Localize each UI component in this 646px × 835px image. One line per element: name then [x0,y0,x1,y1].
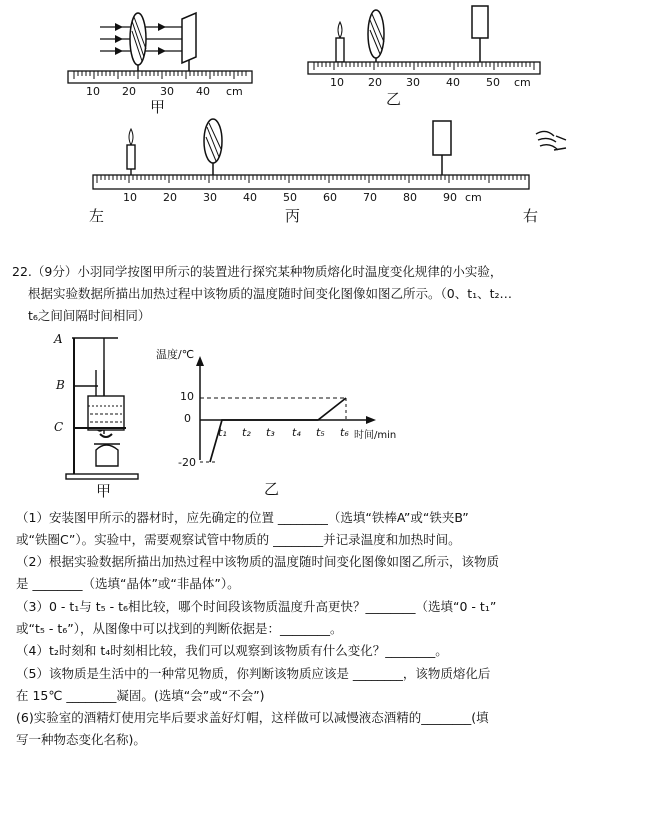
graph-xtick-t4: t₄ [292,426,301,439]
bing-tick-70: 70 [363,191,377,204]
bing-tick-80: 80 [403,191,417,204]
jia-tick-40: 40 [196,85,210,98]
bing-tick-60: 60 [323,191,337,204]
sub5-line2: 在 15℃ ________凝固。(选填“会”或“不会”) [16,688,265,703]
q22-stem-line2: 根据实验数据所描出加热过程中该物质的温度随时间变化图像如图乙所示。（0、t₁、t₂… [28,286,513,301]
jia-tick-20: 20 [122,85,136,98]
figure-jia [60,5,260,115]
sub4: （4）t₂时刻和 t₄时刻相比较，我们可以观察到该物质有什么变化？________。 [16,643,448,658]
bing-tick-20: 20 [163,191,177,204]
figure-bing-right-label: 右 [523,207,539,225]
sub1-line2: 或“铁圈C”）。实验中，需要观察试管中物质的 ________并记录温度和加热时间。 [16,532,461,547]
jia-tick-10: 10 [86,85,100,98]
bing-tick-10: 10 [123,191,137,204]
bing-tick-90: 90 [443,191,457,204]
graph-xtick-t3: t₃ [266,426,275,439]
graph-xlabel: 时间/min [354,430,397,441]
bing-tick-30: 30 [203,191,217,204]
label-B: B [56,378,65,392]
figure-bing-drawing [85,115,565,225]
jia-tick-30: 30 [160,85,174,98]
graph-caption: 乙 [264,480,280,498]
apparatus-drawing [48,330,158,502]
sub6-line1: (6)实验室的酒精灯使用完毕后要求盖好灯帽，这样做可以减慢液态酒精的________(填 [16,710,489,725]
graph-xtick-t2: t₂ [242,426,251,439]
sub3-line1: （3）0 - t₁与 t₅ - t₆相比较，哪个时间段该物质温度升高更快？________（选填“0 - t₁” [16,599,497,614]
yi-tick-10: 10 [330,76,344,89]
graph-xtick-t1: t₁ [218,426,227,439]
label-C: C [54,420,64,434]
figure-yi-drawing [300,0,550,115]
bing-tick-40: 40 [243,191,257,204]
q22-stem-line3: t₆之间间隔时间相同） [28,308,151,323]
yi-tick-20: 20 [368,76,382,89]
sub2-line1: （2）根据实验数据所描出加热过程中该物质的温度随时间变化图像如图乙所示，该物质 [16,554,499,569]
bing-tick-50: 50 [283,191,297,204]
yi-tick-30: 30 [406,76,420,89]
figure-jia-caption: 甲 [150,98,166,116]
figure-yi [300,0,550,115]
sub2-line2: 是 ________（选填“晶体”或“非晶体”）。 [16,576,240,591]
figure-bing-left-label: 左 [89,207,105,225]
yi-tick-unit: cm [514,76,531,89]
apparatus-jia [48,330,158,502]
graph-ytick-neg20: -20 [178,456,196,469]
q22-stem-line1: 22.（9分）小羽同学按图甲所示的装置进行探究某种物质熔化时温度变化规律的小实验， [12,264,503,279]
graph-ylabel: 温度/℃ [156,348,195,361]
yi-tick-50: 50 [486,76,500,89]
sub6-line2: 写一种物态变化名称)。 [16,732,146,747]
label-A: A [54,332,63,346]
figure-yi-caption: 乙 [386,90,402,108]
graph-ytick-0: 0 [184,412,191,425]
sub1-line1: （1）安装图甲所示的器材时，应先确定的位置 ________（选填“铁棒A”或“铁夹B” [16,510,469,525]
graph-xtick-t6: t₆ [340,426,349,439]
figure-bing [85,115,565,225]
graph-xtick-t5: t₅ [316,426,325,439]
eye-icon [532,126,572,160]
figure-bing-caption: 丙 [285,207,301,225]
jia-tick-unit: cm [226,85,243,98]
sub5-line1: （5）该物质是生活中的一种常见物质，你判断该物质应该是 ________，该物质熔化后 [16,666,491,681]
sub3-line2: 或“t₅ - t₆”），从图像中可以找到的判断依据是：________。 [16,621,343,636]
bing-tick-unit: cm [465,191,482,204]
apparatus-caption: 甲 [96,482,112,500]
graph-ytick-10: 10 [180,390,194,403]
yi-tick-40: 40 [446,76,460,89]
graph-yi [150,342,410,502]
